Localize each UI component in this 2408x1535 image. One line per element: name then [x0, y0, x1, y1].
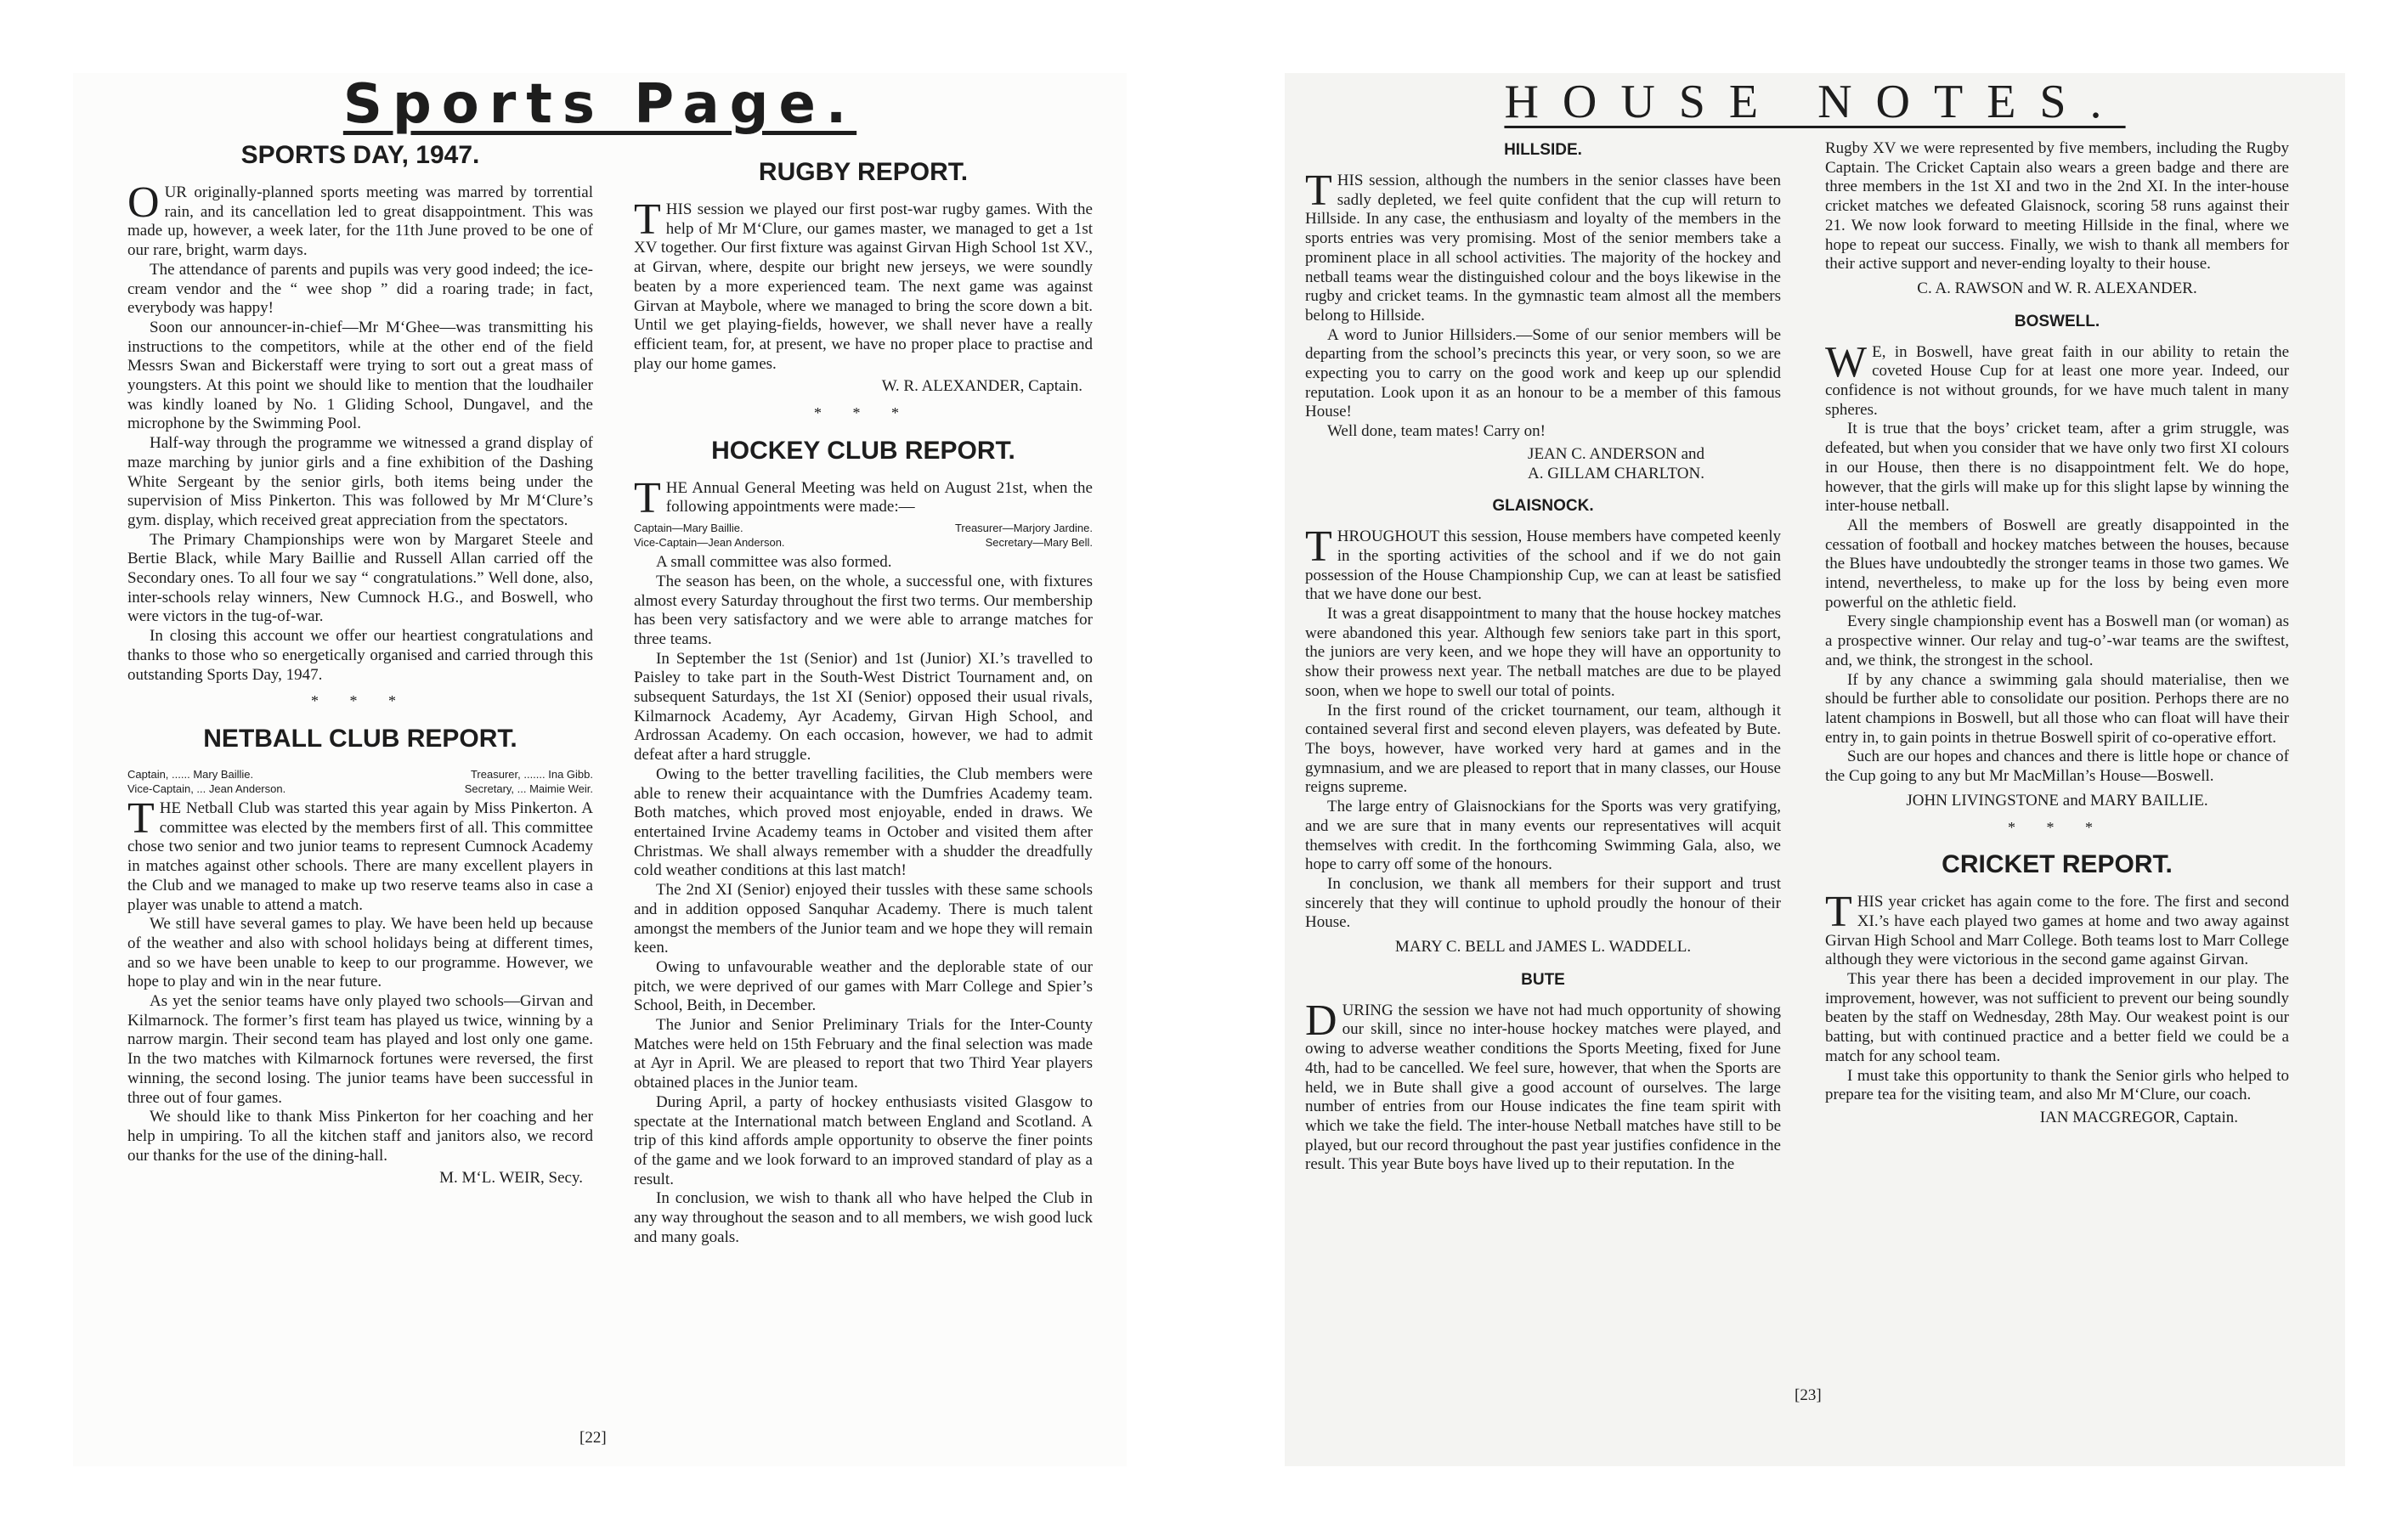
- sports-day-paragraph: OUR originally-planned sports meeting was marred by torrential rain, and its cancellation led to great disappointment. This was made up, however, a week later, for the 11th June proved to be one of our rare, bright, warm days.: [127, 178, 593, 260]
- bute-signature: C. A. RAWSON and W. R. ALEXANDER.: [1917, 279, 2197, 297]
- rugby-title: RUGBY REPORT.: [758, 158, 969, 186]
- page-title: Sports Page.: [342, 73, 857, 136]
- hockey-paragraph: Owing to unfavourable weather and the deplorable state of our pitch, we were deprived of our games with Marr College and Spier’s School, Beith, in December.: [634, 957, 1093, 1015]
- netball-paragraph: As yet the senior teams have only played two schools—Girvan and Kilmarnock. The former’s first team has played us twice, winning by a narrow margin. Their second team has played and lost only one game. In the two matches with Kilmarnock fortunes were reversed, the first winning, the second losing. The junior teams have been successful in three out of four games.: [127, 992, 593, 1107]
- netball-paragraph: We still have several games to play. We have been held up because of the weather and also with school holidays being at different times, and so we have been unable to keep to our programme. However, we hope to play and win in the near future.: [127, 915, 593, 991]
- bute-title: BUTE: [1521, 970, 1565, 989]
- boswell-paragraph: Such are our hopes and chances and there is little hope or chance of the Cup going to any but Mr MacMillan’s House—Boswell.: [1825, 748, 2289, 786]
- section-divider: * * *: [311, 692, 410, 710]
- sports-day-paragraph: In closing this account we offer our heartiest congratulations and thanks to those who so energetically organised and carried through this outstanding Sports Day, 1947.: [127, 627, 593, 684]
- glaisnock-title: GLAISNOCK.: [1492, 497, 1594, 516]
- page-number: [22]: [579, 1429, 607, 1447]
- boswell-title: BOSWELL.: [2014, 312, 2100, 330]
- hockey-paragraph: The 2nd XI (Senior) enjoyed their tussles with these same schools and in addition opposed Sanquhar Academy. There is much talent amongst the members of the Junior team and we hope they will remain keen.: [634, 881, 1093, 957]
- hillside-paragraph: THIS session, although the numbers in the senior classes have been sadly depleted, we feel quite confident that the cup will return to Hillside. In any case, the enthusiasm and loyalty of the members in the sports entries was very promising. Most of the senior members take a prominent place in all school activities. The majority of the hockey and netball teams wear the distinguished colour and the boys likewise in the rugby and cricket teams. In the gymnastic team almost all the members belong to Hillside.: [1305, 166, 1781, 324]
- cricket-title: CRICKET REPORT.: [1942, 850, 2173, 879]
- hockey-title: HOCKEY CLUB REPORT.: [711, 436, 1015, 465]
- sports-day-paragraph: Half-way through the programme we witnessed a grand display of maze marching by junior girls and a fine exhibition of the Dashing White Sergeant by the senior girls, both items being under the supervision of Miss Pinkerton. This was followed by Mr M‘Clure’s gym. display, which received great appreciation from the spectators.: [127, 434, 593, 529]
- hockey-paragraph: In conclusion, we wish to thank all who have helped the Club in any way throughout the season and to all members, we wish good luck and many goals.: [634, 1189, 1093, 1246]
- rugby-signature: W. R. ALEXANDER, Captain.: [881, 377, 1082, 396]
- glaisnock-paragraph: THROUGHOUT this session, House members have competed keenly in the sporting activities of the school and if we do not gain possession of the House Championship Cup, we can at least be satisfied that we have done our best.: [1305, 522, 1781, 604]
- sports-day-paragraph: Soon our announcer-in-chief—Mr M‘Ghee—was transmitting his instructions to the competitors, while at the other end of the field Messrs Swan and Bickerstaff were trying to sort out a great mass of youngsters. At this point we should like to mention that the loudhailer was kindly loaned by No. 1 Gliding School, Dungavel, and the microphone by the Swimming Pool.: [127, 318, 593, 433]
- boswell-signature: JOHN LIVINGSTONE and MARY BAILLIE.: [1906, 791, 2208, 810]
- boswell-paragraph: Every single championship event has a Boswell man (or woman) as a prospective winner. Our relay and tug-o’-war teams are the swiftest, and, we think, the strongest in the school.: [1825, 612, 2289, 669]
- glaisnock-paragraph: The large entry of Glaisnockians for the Sports was very gratifying, and we are sure that in many events our representatives will acquit themselves with credit. In the forthcoming Swimming Gala, also, we hope to carry off some of the honours.: [1305, 798, 1781, 874]
- left-column-2: [634, 156, 1093, 1443]
- hockey-officers: Captain—Mary Baillie. Treasurer—Marjory Jardine. Vice-Captain—Jean Anderson. Secretary—Mary Bell.: [634, 522, 1093, 550]
- rugby-paragraph: THIS session we played our first post-war rugby games. With the help of Mr M‘Clure, our games master, we managed to get a 1st XV together. Our first fixture was against Girvan High School 1st XV., at Girvan, where, despite our bright new jerseys, we were soundly beaten by a more experienced team. The next game was against Girvan at Maybole, where we managed to bring the score down a bit. Until we get playing-fields, however, we shall never have a really efficient team, for, at present, we have no proper place to practise and play our home games.: [634, 195, 1093, 373]
- section-divider: * * *: [814, 404, 913, 422]
- cricket-paragraph: This year there has been a decided improvement in our play. The improvement, however, was not sufficient to prevent our being soundly beaten by the staff on Wednesday, 28th May. Our weakest point is our batting, but with continued practice and a better field we could be a match for any school team.: [1825, 970, 2289, 1065]
- right-page: [1285, 73, 2345, 1466]
- boswell-paragraph: All the members of Boswell are greatly disappointed in the cessation of football and hockey matches between the houses, because the Blues have undoubtedly the stronger teams in those two games. We intend, nevertheless, to make up for the loss by being even more powerful on the athletic field.: [1825, 516, 2289, 612]
- glaisnock-paragraph: In conclusion, we thank all members for their support and trust sincerely that they will continue to uphold proudly the honour of their House.: [1305, 874, 1781, 932]
- boswell-paragraph: W E, in Boswell, have great faith in our ability to retain the coveted House Cup for at least one more year. Indeed, our confidence is not without grounds, for we have much talent in many spheres.: [1825, 337, 2289, 419]
- bute-paragraph: DURING the session we have not had much opportunity of showing our skill, since no inter-house hockey matches were played, and owing to adverse weather conditions the Sports Meeting, fixed for June 4th, had to be cancelled. We feel sure, however, that when the Sports are held, we in Bute shall give a good account of ourselves. The large number of entries from our House indicates the fine team spirit with which we take the field. The inter-house Netball matches have still to be played, but our record throughout the past year justifies confidence in the result. This year Bute boys have lived up to their reputation. In the: [1305, 996, 1781, 1174]
- page-number: [23]: [1795, 1386, 1822, 1404]
- netball-signature: M. M‘L. WEIR, Secy.: [439, 1169, 583, 1188]
- bute-paragraph: Rugby XV we were represented by five members, including the Rugby Captain. The Cricket Captain also wears a green badge and there are three members in the 1st XI and two in the 2nd XI. In the inter-house cricket matches we defeated Glaisnock, scoring 58 runs against their 21. We now look forward to meeting Hillside in the final, where we hope to repeat our success. Finally, we wish to thank all members for their active support and never-ending loyalty to their house.: [1825, 139, 2289, 274]
- page-title: HOUSE NOTES.: [1504, 76, 2126, 128]
- netball-paragraph: We should like to thank Miss Pinkerton for her coaching and her help in umpiring. To all the kitchen staff and janitors also, we record our thanks for the use of the dining-hall.: [127, 1108, 593, 1165]
- glaisnock-signature: MARY C. BELL and JAMES L. WADDELL.: [1394, 938, 1692, 957]
- boswell-paragraph: It is true that the boys’ cricket team, after a grim struggle, was defeated, but when you consider that we have only two first XI colours in our House, then there is no disappointment felt. We do hope, however, that the girls will make up for this slight lapse by winning the inter-house netball.: [1825, 420, 2289, 516]
- netball-officers: Captain, ...... Mary Baillie. Treasurer, ....... Ina Gibb. Vice-Captain, ... Jean Anderson. Secretary, ... Maimie Weir.: [127, 767, 593, 795]
- cricket-paragraph: THIS year cricket has again come to the fore. The first and second XI.’s have each played two games at home and two away against Girvan High School and Marr College. Both teams lost to Marr College although they were victorious in the second game against Girvan.: [1825, 888, 2289, 969]
- hockey-paragraph: In September the 1st (Senior) and 1st (Junior) XI.’s travelled to Paisley to take part in the South-West District Tournament and, on subsequent Saturdays, the 1st XI (Senior) opposed their usual rivals, Kilmarnock Academy, Ayr Academy, Girvan High School, and Ardrossan Academy. On each occasion, however, we had to admit defeat after a hard struggle.: [634, 649, 1093, 765]
- right-column-2: [1825, 139, 2289, 1443]
- hillside-paragraph: Well done, team mates! Carry on!: [1327, 422, 1546, 441]
- boswell-paragraph: If by any chance a swimming gala should materialise, then we should be further able to consolidate our position. Perhops there are no latent champions in Boswell, but all those who can float will have their entry in, to gain points in thetrue Boswell spirit of co-operative effort.: [1825, 670, 2289, 747]
- hillside-signature: JEAN C. ANDERSON and: [1528, 444, 1704, 463]
- hockey-paragraph: Owing to the better travelling facilities, the Club members were able to renew their acquaintance with the Dumfries Academy team. Both matches, which proved most enjoyable, ended in draws. We entertained Irvine Academy teams in October and visited them after Christmas. We shall always remember with a shudder the dreadfully cold weather conditions at this last match!: [634, 765, 1093, 880]
- sports-day-paragraph: The attendance of parents and pupils was very good indeed; the ice-cream vendor and the “ wee shop ” did a roaring trade; in fact, everybody was happy!: [127, 260, 593, 318]
- hockey-paragraph: The Junior and Senior Preliminary Trials for the Inter-County Matches were held on 15th February and the final selection was made at Ayr in April. We are pleased to report that two Third Year players obtained places in the Junior team.: [634, 1016, 1093, 1092]
- section-divider: * * *: [2008, 818, 2106, 836]
- hockey-paragraph: A small committee was also formed.: [656, 553, 892, 572]
- glaisnock-paragraph: It was a great disappointment to many that the house hockey matches were abandoned this year. Although few seniors take part in this sport, the juniors are very keen, and we hope they will have an opportunity to show their prowess next year. The netball matches are due to be played soon, when we hope to swell our total of points.: [1305, 605, 1781, 700]
- cricket-paragraph: I must take this opportunity to thank the Senior girls who helped to prepare tea for the visiting team, and also Mr M‘Clure, our coach.: [1825, 1066, 2289, 1104]
- netball-paragraph: THE Netball Club was started this year again by Miss Pinkerton. A committee was elected by the members first of all. This committee chose two senior and two junior teams to represent Cumnock Academy in matches against other schools. There are many excellent players in the Club and we managed to make up two reserve teams also in case a player was unable to attend a match.: [127, 793, 593, 914]
- right-column-1: [1305, 139, 1781, 1443]
- hillside-signature: A. GILLAM CHARLTON.: [1528, 464, 1704, 483]
- hockey-paragraph: The season has been, on the whole, a successful one, with fixtures almost every Saturday throughout the first two terms. Our membership has been very satisfactory and we were able to arrange matches for three teams.: [634, 572, 1093, 648]
- sports-day-paragraph: The Primary Championships were won by Margaret Steele and Bertie Black, while Mary Baillie and Russell Allan carried off the Secondary ones. To all four we say “ congratulations.” Well done, also, inter-schools relay winners, New Cumnock H.G., and Boswell, who were victors in the tug-of-war.: [127, 530, 593, 626]
- netball-title: NETBALL CLUB REPORT.: [203, 724, 517, 753]
- cricket-signature: IAN MACGREGOR, Captain.: [2039, 1108, 2238, 1126]
- glaisnock-paragraph: In the first round of the cricket tournament, our team, although it contained several first and second eleven players, was defeated by Bute. The boys, however, have worked very hard at games and in the gymnasium, and we are pleased to report that in many classes, our House reigns supreme.: [1305, 701, 1781, 797]
- sports-day-title: SPORTS DAY, 1947.: [240, 141, 480, 169]
- hockey-paragraph: During April, a party of hockey enthusiasts visited Glasgow to spectate at the International match between England and Scotland. A trip of this kind affords ample opportunity to observe the finer points of the game and we look forward to an improved standard of play as a result.: [634, 1092, 1093, 1188]
- left-column-1: [127, 139, 593, 1443]
- left-page: [73, 73, 1127, 1466]
- hillside-title: HILLSIDE.: [1504, 141, 1582, 159]
- hillside-paragraph: A word to Junior Hillsiders.—Some of our senior members will be departing from the school’s precincts this year, or very soon, so we are expecting you to carry on the good work and keep up our splendid reputation. Look upon it as an honour to be a member of this famous House!: [1305, 325, 1781, 421]
- hockey-paragraph: THE Annual General Meeting was held on August 21st, when the following appointments were made:—: [634, 473, 1093, 522]
